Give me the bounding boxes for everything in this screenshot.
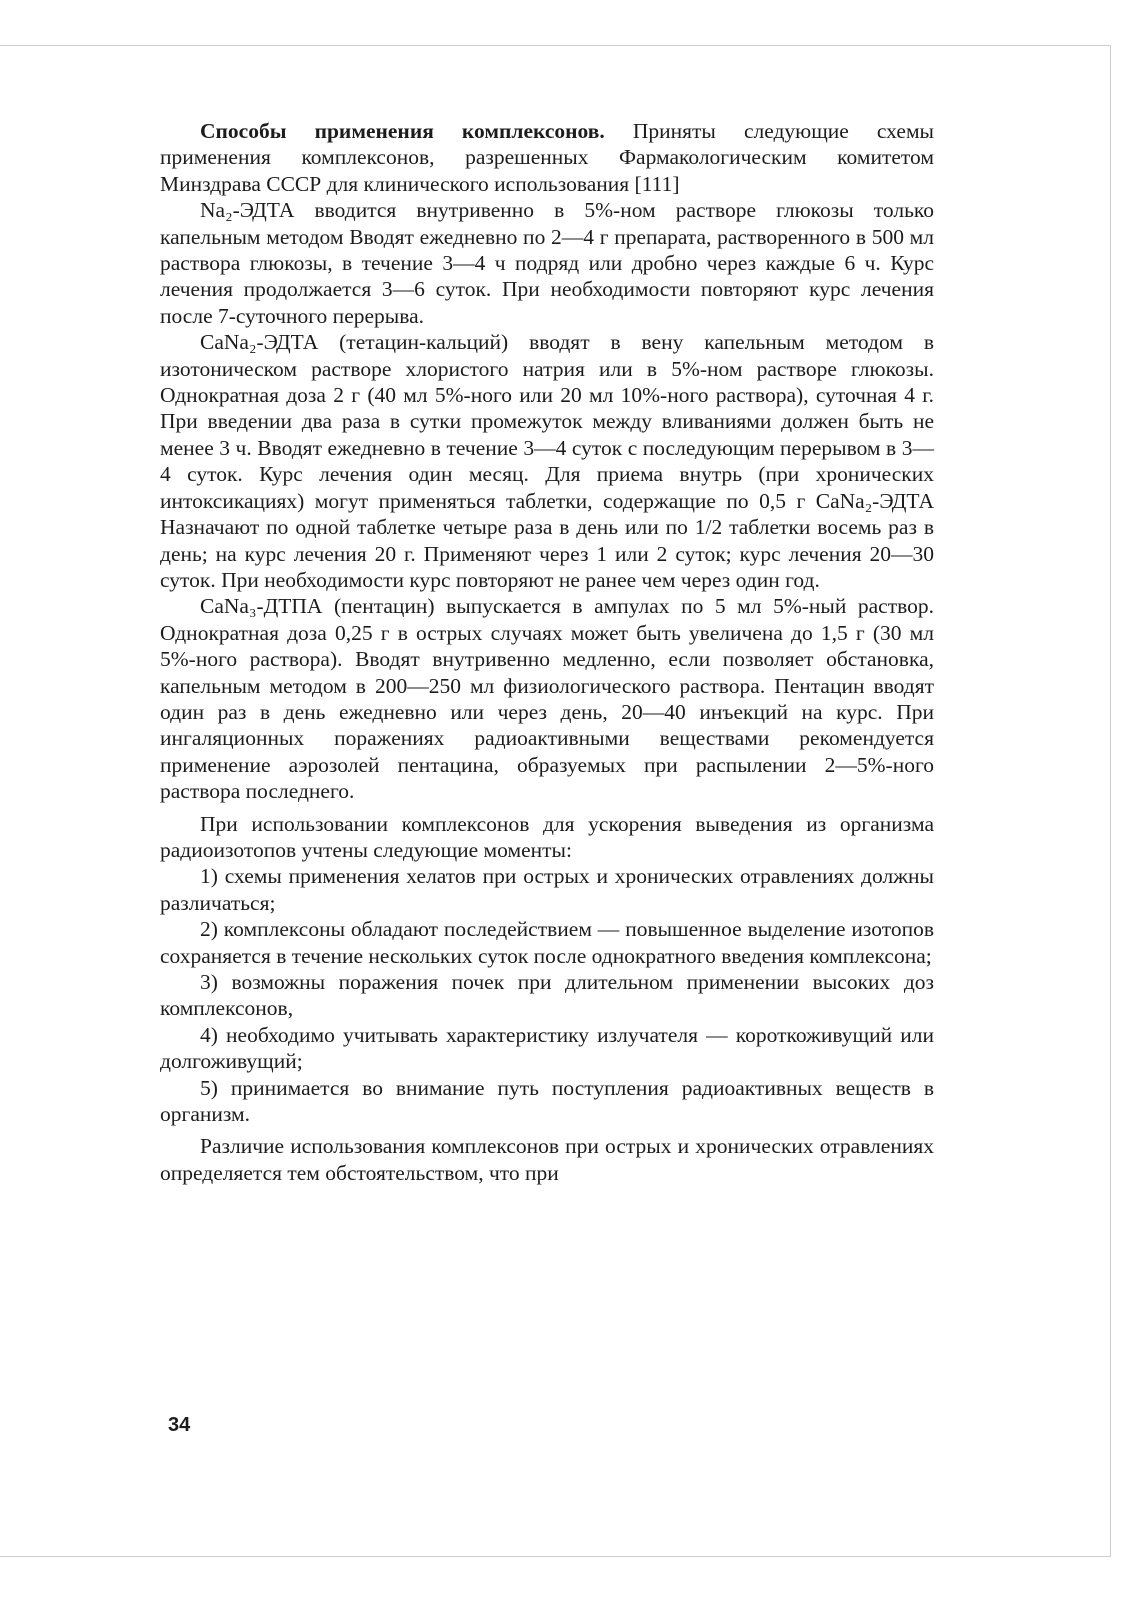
paragraph-cana2-edta: CaNa₂-ЭДТА (тетацин-кальций) вводят в вену капельным методом в изотоническом растворе хлористого натрия или в 5%-ном растворе глюкозы. Однократная доза 2 г (40 мл 5%-ного или 20 мл 10%-ного раствора), суточная 4 г. При введении два раза в сутки промежуток между вливаниями должен быть не менее 3 ч. Вводят ежедневно в течение 3—4 суток с последующим перерывом в 3—4 суток. Курс лечения один месяц. Для приема внутрь (при хронических интоксикациях) могут применяться таблетки, содержащие по 0,5 г CaNa₂-ЭДТА Назначают по одной таблетке четыре раза в день или по 1/2 таблетки восемь раз в день; на курс лечения 20 г. Применяют через 1 или 2 суток; курс лечения 20—30 суток. При необходимости курс повторяют не ранее чем через один год. [160,330,934,592]
section-heading: Способы применения комплексонов. [200,119,605,143]
list-item-1: 1) схемы применения хелатов при острых и хронических отравлениях должны различаться; [160,864,934,915]
list-item-4: 4) необходимо учитывать характеристику излучателя — короткоживущий или долгоживущий; [160,1022,934,1074]
paragraph-1 [160,118,934,197]
paragraph-cana3-dtpa: CaNa₃-ДТПА (пентацин) выпускается в ампулах по 5 мл 5%-ный раствор. Однократная доза 0,25 г в острых случаях может быть увеличена до 1,5 г (30 мл 5%-ного раствора). Вводят внутривенно медленно, если позволяет обстановка, капельным методом в 200—250 мл физиологического раствора. Пентацин вводят один раз в день ежедневно или через день, 20—40 инъекций на курс. При ингаляционных поражениях радиоактивными веществами рекомендуется применение аэрозолей пентацина, образуемых при распылении 2—5%-ного раствора последнего. [160,594,934,804]
paragraph-difference: Различие использования комплексонов при острых и хронических отравлениях определяется тем обстоятельством, что при [160,1134,934,1185]
paragraph-na2-edta: Na₂-ЭДТА вводится внутривенно в 5%-ном растворе глюкозы только капельным методом Вводят ежедневно по 2—4 г препарата, растворенного в 500 мл раствора глюкозы, в течение 3—4 ч подряд или дробно через каждые 6 ч. Курс лечения продолжается 3—6 суток. При необходимости повторяют курс лечения после 7-суточного перерыва. [160,198,934,328]
page-number: 34 [168,1414,191,1436]
body-text [160,118,934,1186]
document-page [0,45,1111,1557]
paragraph-1-text: Приняты следующие схемы применения комплексонов, разрешенных Фармакологическим комитетом Минздрава СССР для клинического использования [111] [160,119,934,196]
list-item-5: 5) принимается во внимание путь поступления радиоактивных веществ в организм. [160,1075,934,1127]
list-item-2: 2) комплексоны обладают последействием — повышенное выделение изотопов сохраняется в течение нескольких суток после однократного введения комплексона; [160,917,934,968]
list-item-3: 3) возможны поражения почек при длительном применении высоких доз комплексонов, [160,970,934,1021]
paragraph-considerations: При использовании комплексонов для ускорения выведения из организма радиоизотопов учтены следующие моменты: [160,811,934,862]
